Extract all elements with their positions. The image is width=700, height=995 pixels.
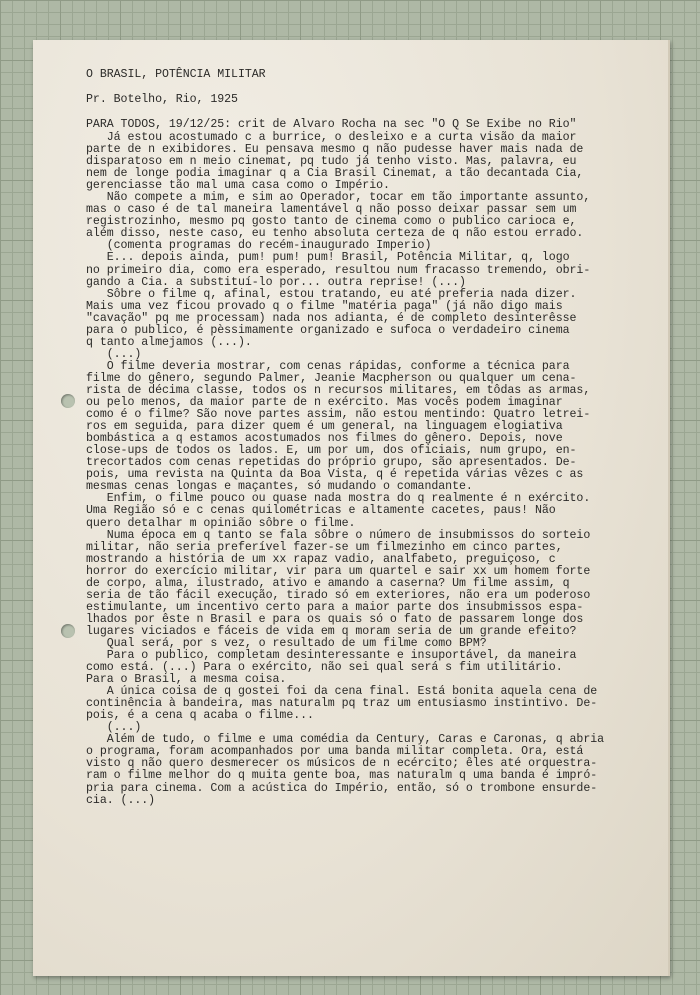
- text-line: q tanto almejamos (...).: [86, 335, 252, 349]
- text-line: mostrando a história de um xx rapaz vadio, analfabeto, preguiçoso, c: [86, 552, 556, 566]
- text-line: A única coisa de q gostei foi da cena final. Está bonita aquela cena de: [86, 685, 598, 699]
- text-line: parte de n exibidores. Eu pensava mesmo q não pudesse haver mais nada de: [86, 143, 584, 157]
- punch-hole: [61, 394, 75, 408]
- text-line: trecortados com cenas repetidas do próprio grupo, são apresentados. De-: [86, 456, 577, 470]
- text-line: militar, não seria preferível fazer-se um filmezinho em cinco partes,: [86, 540, 563, 554]
- text-line: Mais uma vez ficou provado q o filme "matéria paga" (já não digo mais: [86, 299, 563, 313]
- text-line: E... depois ainda, pum! pum! pum! Brasil, Potência Militar, q, logo: [86, 251, 570, 265]
- text-line: O filme deveria mostrar, com cenas rápidas, conforme a técnica para: [86, 359, 570, 373]
- text-line: ram o filme melhor do q muita gente boa, mas naturalm q uma banda é impró-: [86, 769, 598, 783]
- text-line: gerenciasse tão mal uma casa como o Império.: [86, 179, 390, 193]
- text-line: ros em seguida, para dizer quem é um general, na linguagem elogiativa: [86, 420, 563, 434]
- text-line: mesmas cenas longas e maçantes, só mudando o comandante.: [86, 480, 473, 494]
- text-line: registrozinho, mesmo pq gosto tanto de cinema como o publico carioca e,: [86, 215, 577, 229]
- document-reference: PARA TODOS, 19/12/25: crit de Alvaro Rocha na sec "O Q Se Exibe no Rio": [86, 118, 577, 131]
- document-source: Pr. Botelho, Rio, 1925: [86, 93, 238, 106]
- text-line: Não compete a mim, e sim ao Operador, tocar em tão importante assunto,: [86, 191, 591, 205]
- text-line: Sôbre o filme q, afinal, estou tratando, eu até preferia nada dizer.: [86, 287, 577, 301]
- paper-sheet: [33, 40, 670, 976]
- document-body: [86, 132, 656, 807]
- text-line: continência à bandeira, mas naturalm pq traz um entusiasmo instintivo. De-: [86, 697, 598, 711]
- document-title: O BRASIL, POTÊNCIA MILITAR: [86, 68, 266, 81]
- text-line: horror do exercício militar, vir para um quartel e sair xx um homem forte: [86, 564, 591, 578]
- text-line: estimulante, um incentivo certo para a maior parte dos insubmissos espa-: [86, 600, 584, 614]
- text-line: seria de tão fácil execução, tirado só em exteriores, não era um poderoso: [86, 588, 591, 602]
- text-line: Uma Região só e c cenas quilométricas e altamente cacetes, paus! Não: [86, 504, 556, 518]
- text-line: close-ups de todos os lados. E, um por um, dos oficiais, num grupo, en-: [86, 444, 577, 458]
- text-line: gando a Cia. a substituí-lo por... outra reprise! (...): [86, 275, 466, 289]
- text-line: além disso, neste caso, eu tenho absoluta certeza de q não estou errado.: [86, 227, 584, 241]
- text-line: Para o Brasil, a mesma coisa.: [86, 673, 287, 687]
- text-line: como está. (...) Para o exército, não sei qual será s fim utilitário.: [86, 661, 563, 675]
- text-line: ou pelo menos, da maior parte de n exército. Mas vocês podem imaginar: [86, 396, 563, 410]
- text-line: quero detalhar m opinião sôbre o filme.: [86, 516, 356, 530]
- text-line: visto q não quero desmerecer os músicos de n ecército; êles até orquestra-: [86, 757, 598, 771]
- text-line: disparatoso em n meio cinemat, pq tudo já tenho visto. Mas, palavra, eu: [86, 155, 577, 169]
- text-line: para o publico, é pèssimamente organizado e sufoca o verdadeiro cinema: [86, 323, 570, 337]
- text-line: Além de tudo, o filme e uma comédia da Century, Caras e Caronas, q abria: [86, 733, 605, 747]
- text-line: Numa época em q tanto se fala sôbre o número de insubmissos do sorteio: [86, 528, 591, 542]
- text-line: cia. (...): [86, 793, 156, 807]
- text-line: filme do gênero, segundo Palmer, Jeanie Macpherson ou qualquer um cena-: [86, 371, 577, 385]
- text-line: Enfim, o filme pouco ou quase nada mostra do q realmente é n exército.: [86, 492, 591, 506]
- text-line: (comenta programas do recém-inaugurado Imperio): [86, 239, 432, 253]
- text-line: mas o caso é de tal maneira lamentável q não posso deixar passar sem um: [86, 203, 577, 217]
- text-line: (...): [86, 347, 142, 361]
- text-line: Qual será, por s vez, o resultado de um filme como BPM?: [86, 636, 487, 650]
- text-line: o programa, foram acompanhados por uma banda militar completa. Ora, está: [86, 745, 584, 759]
- text-line: lugares viciados e fáceis de vida em q moram seria de um grande efeito?: [86, 624, 577, 638]
- text-line: Já estou acostumado c a burrice, o desleixo e a curta visão da maior: [86, 131, 577, 144]
- text-line: no primeiro dia, como era esperado, resultou num fracasso tremendo, obri-: [86, 263, 591, 277]
- text-line: como é o filme? São nove partes assim, não estou mentindo: Quatro letrei-: [86, 408, 591, 422]
- punch-hole: [61, 624, 75, 638]
- text-line: Para o publico, completam desinteressante e insuportável, da maneira: [86, 649, 577, 663]
- text-line: bombástica a q estamos acostumados nos filmes do gênero. Depois, nove: [86, 432, 563, 446]
- text-line: pois, é a cena q acaba o filme...: [86, 709, 314, 723]
- text-line: rista de décima classe, todos os n recursos militares, em tôdas as armas,: [86, 383, 591, 397]
- typewritten-text: [86, 68, 656, 807]
- text-line: pria para cinema. Com a acústica do Império, então, só o trombone ensurde-: [86, 781, 598, 795]
- text-line: (...): [86, 721, 142, 735]
- text-line: lhados por êste n Brasil e para os quais só o fato de passarem longe dos: [86, 612, 584, 626]
- text-line: de corpo, alma, ilustrado, ativo e amando a caserna? Um filme assim, q: [86, 576, 570, 590]
- text-line: nem de longe podia imaginar q a Cia Brasil Cinemat, a tão decantada Cia,: [86, 167, 584, 181]
- text-line: pois, uma revista na Quinta da Boa Vista, q é repetida várias vêzes c as: [86, 468, 584, 482]
- text-line: "cavação" pq me processam) nada nos adianta, é de completo desinterêsse: [86, 311, 577, 325]
